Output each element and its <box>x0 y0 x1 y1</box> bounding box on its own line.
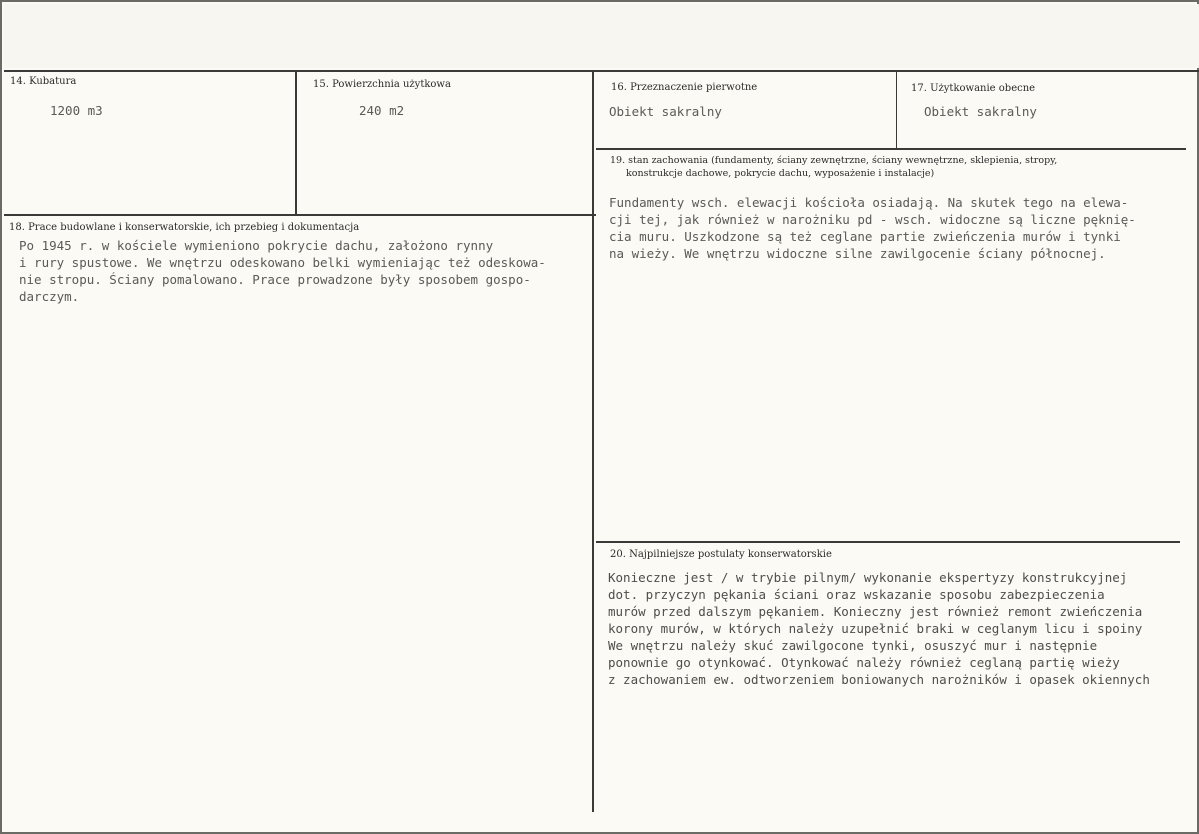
line-under-14-15 <box>4 214 596 216</box>
field-15-value: 240 m2 <box>359 103 405 118</box>
line-under-19 <box>596 541 1180 543</box>
field-20-line: murów przed dalszym pękaniem. Konieczny jest również remont zwieńczenia <box>608 604 1143 619</box>
divider-14-15 <box>295 72 297 214</box>
field-19-line: Fundamenty wsch. elewacji kościoła osiadają. Na skutek tego na elewa- <box>609 195 1129 210</box>
field-16-label: 16. Przeznaczenie pierwotne <box>611 82 758 93</box>
field-18-line: darczym. <box>19 289 80 304</box>
field-20-label: 20. Najpilniejsze postulaty konserwatorskie <box>610 549 832 560</box>
line-under-16-17 <box>596 148 1186 150</box>
field-19-line: na wieży. We wnętrzu widoczne silne zawilgocenie ściany północnej. <box>609 246 1106 261</box>
top-border-line <box>4 70 1199 72</box>
field-15-label: 15. Powierzchnia użytkowa <box>313 79 451 90</box>
field-20-line: korony murów, w których należy uzupełnić braki w ceglanym licu i spoiny <box>608 621 1143 636</box>
field-20-line: We wnętrzu należy skuć zawilgocone tynki, osuszyć mur i następnie <box>608 638 1098 653</box>
field-20-line: ponownie go otynkować. Otynkować należy również ceglaną partię wieży <box>608 655 1120 670</box>
field-20-line: Konieczne jest / w trybie pilnym/ wykonanie ekspertyzy konstrukcyjnej <box>608 570 1128 585</box>
field-18-label: 18. Prace budowlane i konserwatorskie, ich przebieg i dokumentacja <box>9 222 360 233</box>
field-14-value: 1200 m3 <box>50 103 103 118</box>
divider-16-17 <box>896 72 897 148</box>
field-16-value: Obiekt sakralny <box>609 104 722 119</box>
field-19-label-line2: konstrukcje dachowe, pokrycie dachu, wyposażenie i instalacje) <box>626 168 935 179</box>
field-20-line: dot. przyczyn pękania ściani oraz wskazanie sposobu zabezpieczenia <box>608 587 1105 602</box>
field-17-label: 17. Użytkowanie obecne <box>911 83 1036 94</box>
field-18-line: i rury spustowe. We wnętrzu odeskowano belki wymieniając też odeskowa- <box>19 255 546 270</box>
field-18-line: nie stropu. Ściany pomalowano. Prace prowadzone były sposobem gospo- <box>19 272 531 287</box>
card-top-margin <box>4 4 1199 68</box>
field-19-line: cia muru. Uszkodzone są też ceglane partie zwieńczenia murów i tynki <box>609 229 1121 244</box>
divider-left-right <box>592 72 594 812</box>
field-19-line: cji tej, jak również w narożniku pd - wsch. widoczne są liczne pęknię- <box>609 212 1136 227</box>
field-19-label-line1: 19. stan zachowania (fundamenty, ściany zewnętrzne, ściany wewnętrzne, sklepienia, stropy, <box>610 155 1058 166</box>
field-14-label: 14. Kubatura <box>10 76 77 87</box>
field-17-value: Obiekt sakralny <box>924 104 1037 119</box>
field-18-line: Po 1945 r. w kościele wymieniono pokrycie dachu, założono rynny <box>19 238 494 253</box>
field-20-line: z zachowaniem ew. odtworzeniem boniowanych narożników i opasek okiennych <box>608 672 1150 687</box>
